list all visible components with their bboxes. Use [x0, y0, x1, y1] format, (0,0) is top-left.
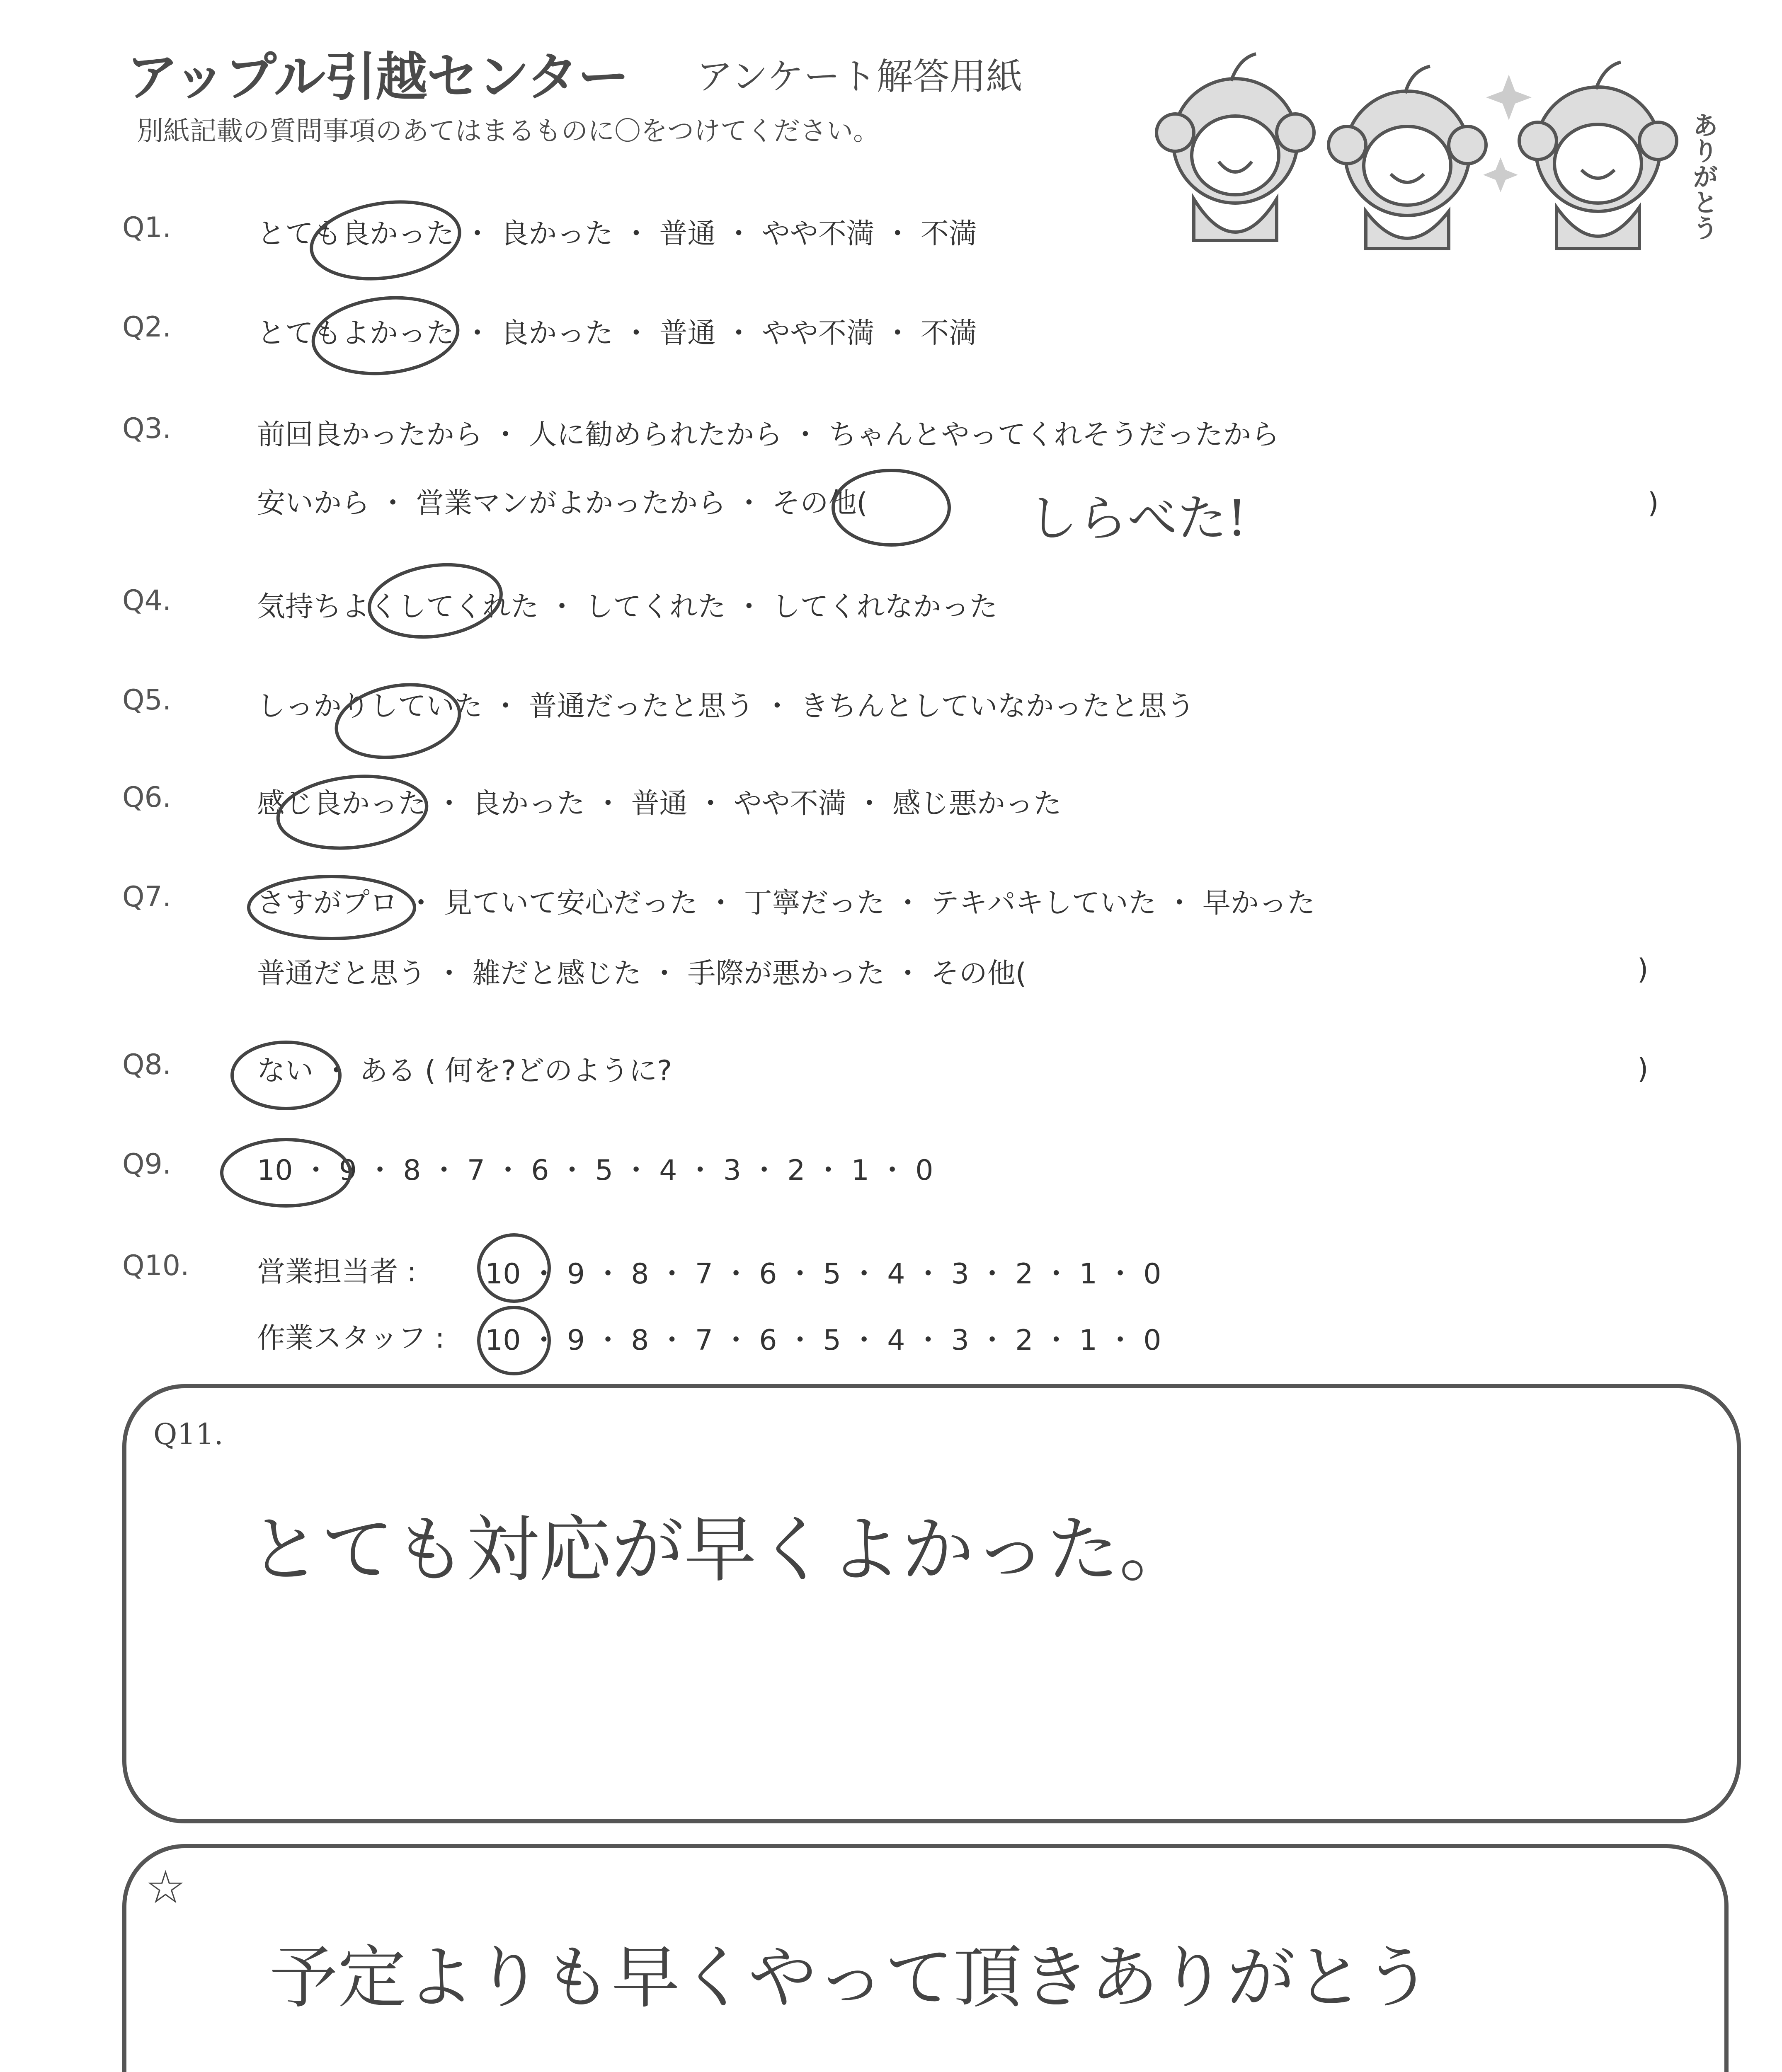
- q1-label: Q1.: [122, 211, 172, 244]
- q11-comment-box[interactable]: [122, 1384, 1741, 1823]
- mascot-caption: ありがとう: [1688, 112, 1719, 240]
- q4-circle: [365, 557, 506, 645]
- q11-label: Q11.: [153, 1417, 223, 1451]
- q8-close-paren: ): [1637, 1053, 1649, 1085]
- q10-staff-circle: [479, 1307, 549, 1374]
- q10-sales-circle: [479, 1235, 549, 1301]
- q9-circle: [222, 1140, 350, 1206]
- q5-label: Q5.: [122, 684, 172, 716]
- q8-options[interactable]: ない ・ ある ( 何を?どのように?: [257, 1055, 672, 1087]
- form-subtitle: アンケート解答用紙: [696, 55, 1023, 98]
- q4-options[interactable]: 気持ちよくしてくれた ・ してくれた ・ してくれなかった: [257, 591, 998, 623]
- q7-options-line2[interactable]: 普通だと思う ・ 雑だと感じた ・ 手際が悪かった ・ その他(: [257, 957, 1027, 990]
- q3-label: Q3.: [122, 412, 172, 445]
- q10-sales-scale[interactable]: 10 ・ 9 ・ 8 ・ 7 ・ 6 ・ 5 ・ 4 ・ 3 ・ 2 ・ 1 ・ 0: [485, 1258, 1161, 1290]
- q6-options[interactable]: 感じ良かった ・ 良かった ・ 普通 ・ やや不満 ・ 感じ悪かった: [257, 787, 1062, 820]
- q3-close-paren: ): [1648, 487, 1659, 520]
- q3-options-line1[interactable]: 前回良かったから ・ 人に勧められたから ・ ちゃんとやってくれそうだったから: [257, 419, 1280, 451]
- instructions: 別紙記載の質問事項のあてはまるものに〇をつけてください。: [137, 116, 880, 147]
- q8-circle: [232, 1042, 340, 1109]
- q3-handwritten-note: しらべた!: [1028, 490, 1247, 547]
- q11-comment: とても対応が早くよかった。: [249, 1508, 1192, 1592]
- q6-circle: [274, 770, 430, 855]
- q10-label: Q10.: [122, 1249, 189, 1282]
- q7-options-line1[interactable]: さすがプロ ・ 見ていて安心だった ・ 丁寧だった ・ テキパキしていた ・ 早かった: [257, 887, 1315, 920]
- q7-label: Q7.: [122, 881, 172, 913]
- q4-label: Q4.: [122, 584, 172, 617]
- q10-sales-label: 営業担当者 :: [257, 1256, 417, 1288]
- q3-options-line2[interactable]: 安いから ・ 営業マンがよかったから ・ その他(: [257, 487, 868, 520]
- star-icon: ☆: [145, 1861, 186, 1914]
- star-comment-line1: 予定よりも早くやって頂きありがとう: [269, 1938, 1432, 2017]
- q9-scale[interactable]: 10 ・ 9 ・ 8 ・ 7 ・ 6 ・ 5 ・ 4 ・ 3 ・ 2 ・ 1 ・ 0: [257, 1154, 933, 1187]
- q2-label: Q2.: [122, 311, 172, 344]
- q8-label: Q8.: [122, 1048, 172, 1081]
- q5-circle: [331, 675, 466, 767]
- q1-options[interactable]: とても良かった ・ 良かった ・ 普通 ・ やや不満 ・ 不満: [257, 218, 977, 250]
- form-title: アップル引越センター: [126, 47, 629, 107]
- q7-circle: [249, 876, 415, 939]
- q5-options[interactable]: しっかりしていた ・ 普通だったと思う ・ きちんとしていなかったと思う: [257, 690, 1195, 723]
- q1-circle: [306, 193, 465, 288]
- q10-staff-scale[interactable]: 10 ・ 9 ・ 8 ・ 7 ・ 6 ・ 5 ・ 4 ・ 3 ・ 2 ・ 1 ・ 0: [485, 1324, 1161, 1357]
- q6-label: Q6.: [122, 781, 172, 814]
- q7-close-paren: ): [1637, 953, 1649, 986]
- q10-staff-label: 作業スタッフ :: [257, 1322, 445, 1355]
- q2-options[interactable]: とてもよかった ・ 良かった ・ 普通 ・ やや不満 ・ 不満: [257, 317, 977, 350]
- q3-circle: [833, 470, 949, 545]
- q9-label: Q9.: [122, 1148, 172, 1181]
- q2-circle: [310, 291, 462, 380]
